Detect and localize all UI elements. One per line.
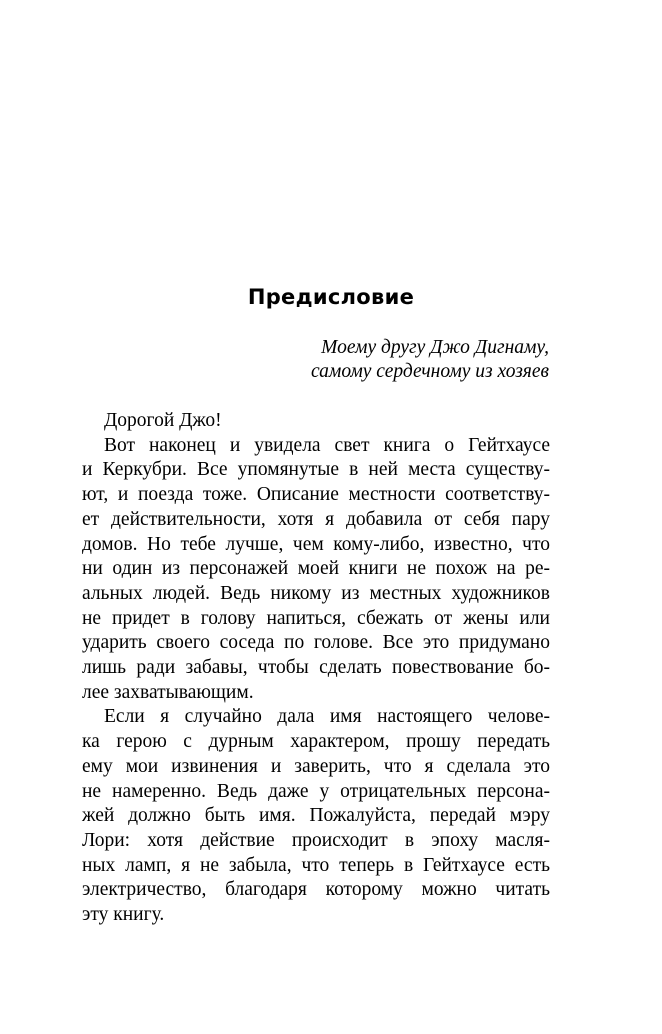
text-line: ему мои извинения и заверить, что я сделала это <box>82 755 550 777</box>
text-line: ка герою с дурным характером, прошу передать <box>82 731 550 753</box>
text-line: эту книгу. <box>82 904 165 926</box>
paragraph-1 <box>82 434 550 706</box>
text-line: Лори: хотя действие происходит в эпоху масля- <box>82 829 550 851</box>
text-line: и Керкубри. Все упомянутые в ней места существу- <box>82 459 550 481</box>
text-line: ударить своего соседа по голове. Все это придумано <box>82 632 550 654</box>
text-line: лее захватывающим. <box>82 681 254 703</box>
text-line: альных людей. Ведь никому из местных художников <box>82 582 550 604</box>
text-line: лишь ради забавы, чтобы сделать повествование бо- <box>82 657 550 679</box>
text-line: не намеренно. Ведь даже у отрицательных персона- <box>82 780 550 802</box>
text-line: Вот наконец и увидела свет книга о Гейтхаусе <box>104 434 550 456</box>
text-line: жей должно быть имя. Пожалуйста, передай мэру <box>82 805 550 827</box>
body-text <box>82 409 550 928</box>
text-line: электричество, благодаря которому можно читать <box>82 879 550 901</box>
text-line: ных ламп, я не забыла, что теперь в Гейтхаусе есть <box>82 854 550 876</box>
text-line: домов. Но тебе лучше, чем кому-либо, известно, что <box>82 533 550 555</box>
text-line: не придет в голову напиться, сбежать от жены или <box>82 607 550 629</box>
dedication-line: самому сердечному из хозяев <box>310 361 549 382</box>
text-line: ют, и поезда тоже. Описание местности соответству- <box>82 484 550 506</box>
chapter-heading: Предисловие <box>247 285 415 309</box>
text-line: ет действительности, хотя я добавила от себя пару <box>82 508 550 530</box>
paragraph-2 <box>82 705 550 927</box>
text-line: Если я случайно дала имя настоящего челове- <box>104 706 550 728</box>
dedication <box>109 336 549 384</box>
greeting: Дорогой Джо! <box>104 410 222 431</box>
dedication-line: Моему другу Джо Дигнаму, <box>321 337 549 358</box>
text-line: ни один из персонажей моей книги не похож на ре- <box>82 558 550 580</box>
